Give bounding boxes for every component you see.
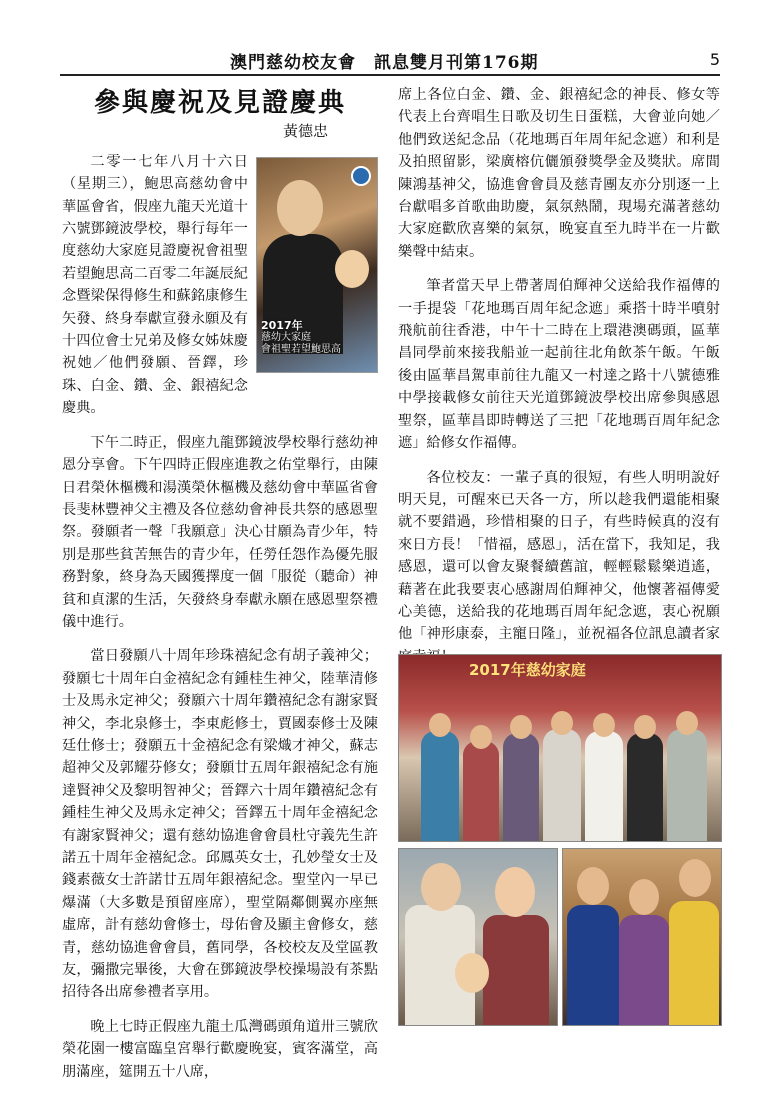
person-head <box>593 713 615 737</box>
paragraph-5: 席上各位白金、鑽、金、銀禧紀念的神長、修女等代表上台齊唱生日歌及切生日蛋糕，大會並向她／他們致送紀念品（花地瑪百年周年紀念遮）和利是及拍照留影，梁廣榕伉儷頒發獎學金及獎狀。席間陳鴻基神父，協進會會員及慈青團友亦分別逐一上台獻唱多首歌曲助慶，氣氛熱鬧，現場充滿著慈幼大家庭歡欣喜樂的氣氛，晚宴直至九時半在一片歡樂聲中結束。 <box>398 87 720 260</box>
person-head <box>634 715 656 739</box>
person <box>585 731 623 841</box>
person-head <box>421 863 461 911</box>
person <box>627 733 663 841</box>
left-column <box>62 84 378 1095</box>
portrait-year: 2017年 <box>261 318 303 332</box>
portrait-caption-line2: 會祖聖若望鮑思高 <box>261 343 341 355</box>
person <box>503 733 539 841</box>
paragraph-4: 晚上七時正假座九龍土瓜灣碼頭角道卅三號欣榮花園一樓富臨皇宮舉行歡慶晚宴，賓客滿堂，高朋滿座，筵開五十八席， <box>62 1018 378 1080</box>
person-head <box>510 715 532 739</box>
portrait-caption-line1: 慈幼大家庭 <box>261 331 311 343</box>
person <box>669 901 719 1025</box>
group-photo <box>398 654 722 842</box>
portrait-face <box>277 180 323 236</box>
paragraph-6: 筆者當天早上帶著周伯輝神父送給我作福傳的一手提袋「花地瑪百周年紀念遮」乘搭十時半噴射飛航前往香港，中午十二時在上環港澳碼頭，區華昌同學前來接我船並一起前往北角飲茶午飯。午飯後由區華昌駕車前往九龍又一村達之路十八號德雅中學接載修女前往天光道鄧鏡波學校出席參與感恩聖祭，區華昌即時轉送了三把「花地瑪百周年紀念遮」給修女作福傳。 <box>398 278 720 452</box>
salesian-logo-icon <box>351 166 371 186</box>
child-head <box>455 953 489 993</box>
person <box>619 915 669 1025</box>
newsletter-title: 澳門慈幼校友會 訊息雙月刊第176期 <box>230 53 539 73</box>
photo-banner: 2017年慈幼家庭 <box>469 661 586 679</box>
paragraph-1: 二零一七年八月十六日（星期三），鮑思高慈幼會中華區會省，假座九龍天光道十六號鄧鏡波學校，舉行每年一度慈幼大家庭見證慶祝會祖聖若望鮑思高二百零二年誕辰紀念暨梁保得修生和蘇銘康修生矢發、終身奉獻宣發永願及有十四位會士兄弟及修女姊妹慶祝她／他們發願、晉鐸，珍珠、白金、鑽、金、銀禧紀念慶典。 <box>62 153 248 417</box>
page-number: 5 <box>709 50 720 69</box>
paragraph-3: 當日發願八十周年珍珠禧紀念有胡子義神父；發願七十周年白金禧紀念有鍾桂生神父，陸華清修士及馬永定神父；發願六十周年鑽禧紀念有謝家賢神父，李北泉修士，李東彪修士，賈國泰修士及陳廷仕修士；發願五十金禧紀念有梁熾才神父，蘇志超神父及郭耀芬修女；發願廿五周年銀禧紀念有施達賢神父及黎明智神父；晉鐸六十周年鑽禧紀念有鍾桂生神父及馬永定神父；晉鐸五十周年金禧紀念有謝家賢神父；還有慈幼協進會會員杜守義先生許諾五十周年金禧紀念。邱鳳英女士，孔妙瑩女士及錢素薇女士許諾廿五周年銀禧紀念。聖堂內一早已爆滿（大多數是預留座席），聖堂隔鄰側翼亦座無虛席，計有慈幼會修士，母佑會及顯主會修女，慈青，慈幼協進會會員，舊同學，各校校友及堂區教友，彌撒完畢後，大會在鄧鏡波學校操場設有茶點招待各出席參禮者享用。 <box>62 648 378 1001</box>
article-title: 參與慶祝及見證慶典 <box>93 88 346 118</box>
selfie-photo-right <box>562 848 722 1026</box>
person <box>421 731 459 841</box>
person <box>463 741 499 841</box>
person-head <box>676 711 698 735</box>
person <box>483 915 549 1025</box>
portrait-child <box>335 250 369 288</box>
person-head <box>629 879 659 915</box>
page-header <box>60 48 720 76</box>
person-head <box>679 859 711 897</box>
selfie-photo-left <box>398 848 558 1026</box>
paragraph-7: 各位校友：一輩子真的很短，有些人明明說好明天見，可醒來已天各一方，所以趁我們還能相聚就不要錯過，珍惜相聚的日子，有些時候真的沒有來日方長！「惜福，感恩」，活在當下，我知足，我感恩，還可以會友聚餐續舊誼，輕輕鬆鬆樂逍遙，藉著在此我要衷心感謝周伯輝神父，他懷著福傳愛心美德，送給我的花地瑪百周年紀念遮，衷心祝願他「神形康泰，主寵日隆」，並祝福各位訊息讀者家 <box>398 469 720 643</box>
portrait-caption <box>261 320 341 356</box>
don-bosco-portrait <box>256 157 378 373</box>
person <box>543 729 581 841</box>
person-head <box>577 867 609 905</box>
person <box>567 905 619 1025</box>
article-author: 黃德忠 <box>282 122 328 141</box>
person-head <box>495 867 535 917</box>
person-head <box>551 711 573 735</box>
paragraph-2: 下午二時正，假座九龍鄧鏡波學校舉行慈幼神恩分享會。下午四時正假座進教之佑堂舉行，由陳日君榮休樞機和湯漢榮休樞機及慈幼會中華區省會長斐林豐神父主禮及各位慈幼會神長共祭的感恩聖祭。發願者一聲「我願意」決心甘願為青少年，特別是那些貧苦無告的青少年，任勞任怨作為優先服務對象，終身為天國獲擇度一個「服從（聽命）神貧和貞潔的生活，矢發終身奉獻永願在感恩聖祭禮儀中進行。 <box>62 434 378 630</box>
person-head <box>429 713 451 737</box>
person <box>667 729 707 841</box>
header-divider <box>60 74 720 76</box>
right-column <box>398 84 720 680</box>
person-head <box>470 725 492 749</box>
